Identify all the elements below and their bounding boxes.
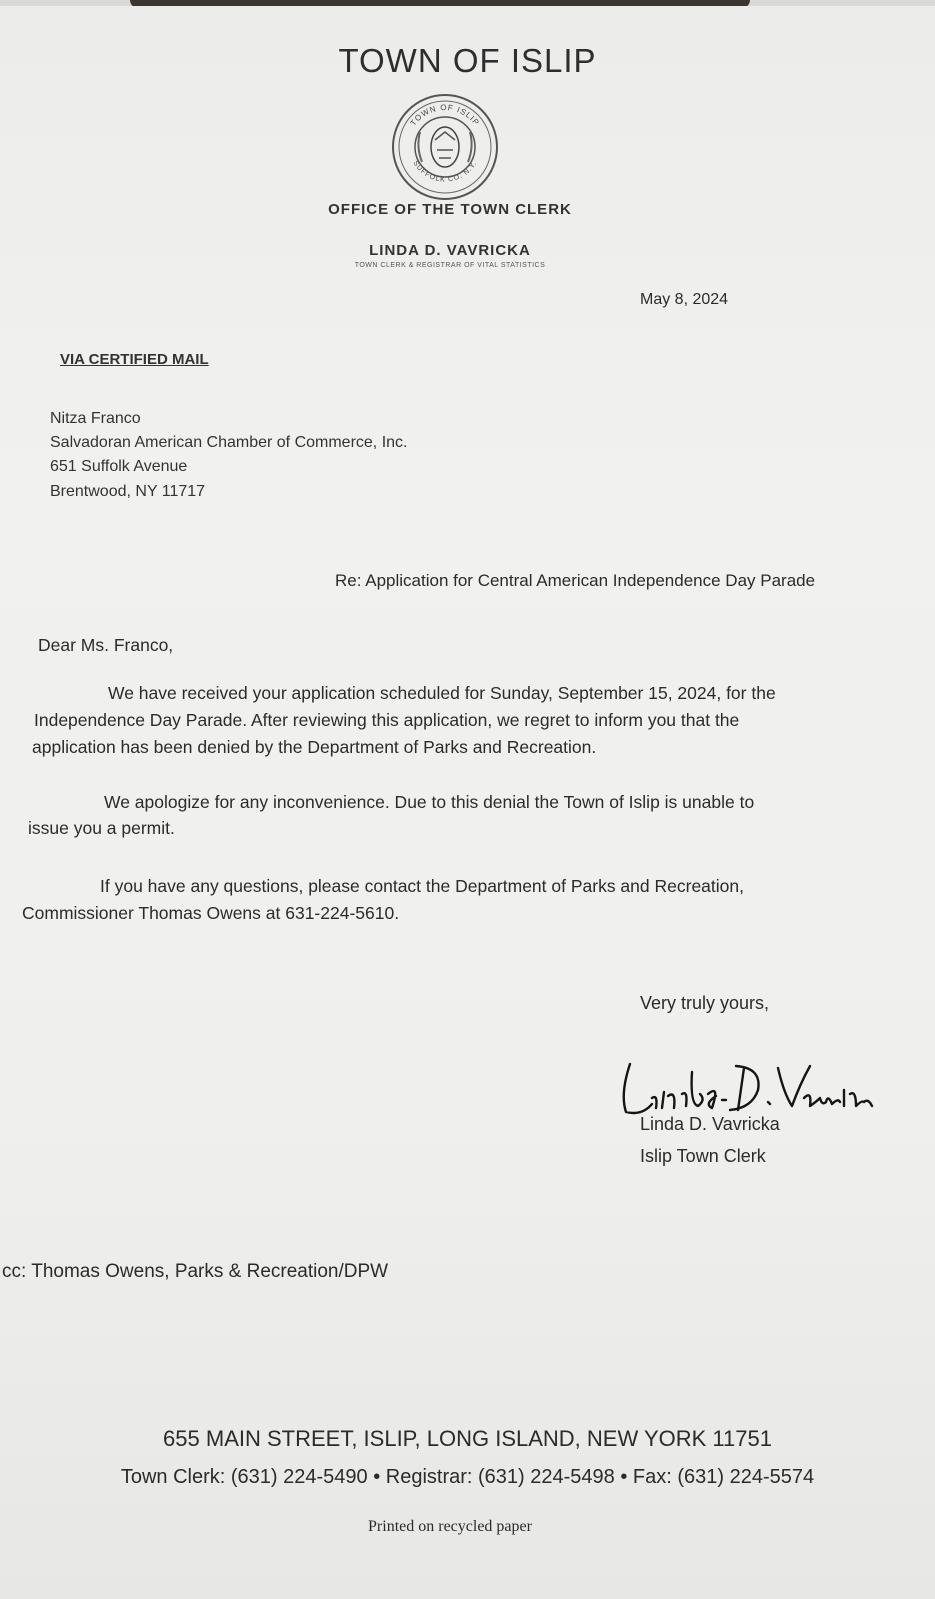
town-seal-icon: [390, 92, 500, 202]
salutation: Dear Ms. Franco,: [38, 635, 174, 655]
recipient-organization: Salvadoran American Chamber of Commerce, Inc.: [50, 434, 408, 451]
recipient-street: 651 Suffolk Avenue: [50, 458, 188, 475]
cc-line: cc: Thomas Owens, Parks & Recreation/DPW: [2, 1261, 389, 1282]
paragraph-2-line-1: We apologize for any inconvenience. Due to this denial the Town of Islip is unable to: [104, 792, 755, 812]
recipient-name: Nitza Franco: [50, 410, 141, 427]
footer-recycled-note: Printed on recycled paper: [368, 1518, 532, 1535]
paragraph-3-line-2: Commissioner Thomas Owens at 631-224-5610.: [22, 903, 400, 923]
paragraph-1-line-1: We have received your application scheduled for Sunday, September 15, 2024, for the: [108, 683, 776, 703]
signer-name: Linda D. Vavricka: [640, 1114, 780, 1134]
paragraph-2-line-2: issue you a permit.: [28, 818, 175, 838]
paragraph-1-line-3: application has been denied by the Department of Parks and Recreation.: [32, 737, 597, 757]
clerk-subtitle: TOWN CLERK & REGISTRAR OF VITAL STATISTICS: [354, 262, 546, 269]
delivery-method: VIA CERTIFIED MAIL: [60, 351, 209, 368]
svg-text:SUFFOLK CO. N.Y.: [411, 160, 478, 184]
town-title: TOWN OF ISLIP: [338, 42, 597, 79]
paragraph-3-line-1: If you have any questions, please contact the Department of Parks and Recreation,: [100, 876, 744, 896]
paragraph-1-line-2: Independence Day Parade. After reviewing this application, we regret to inform you that the: [34, 710, 740, 730]
clerk-name-heading: LINDA D. VAVRICKA: [369, 242, 531, 259]
letter-date: May 8, 2024: [640, 291, 729, 308]
svg-text:TOWN OF ISLIP: [409, 103, 482, 128]
recipient-city: Brentwood, NY 11717: [50, 483, 206, 500]
subject-line: Re: Application for Central American Independence Day Parade: [335, 571, 816, 590]
letter-page: [0, 6, 935, 1599]
valediction: Very truly yours,: [640, 993, 770, 1013]
signer-title: Islip Town Clerk: [640, 1146, 766, 1166]
seal-text-top: TOWN OF ISLIP: [408, 102, 482, 128]
seal-text-bottom: SUFFOLK CO. N.Y.: [411, 159, 479, 184]
footer-address: 655 MAIN STREET, ISLIP, LONG ISLAND, NEW YORK 11751: [163, 1426, 772, 1451]
footer-phones: Town Clerk: (631) 224-5490 • Registrar: (631) 224-5498 • Fax: (631) 224-5574: [120, 1466, 815, 1488]
office-heading: OFFICE OF THE TOWN CLERK: [328, 201, 572, 218]
